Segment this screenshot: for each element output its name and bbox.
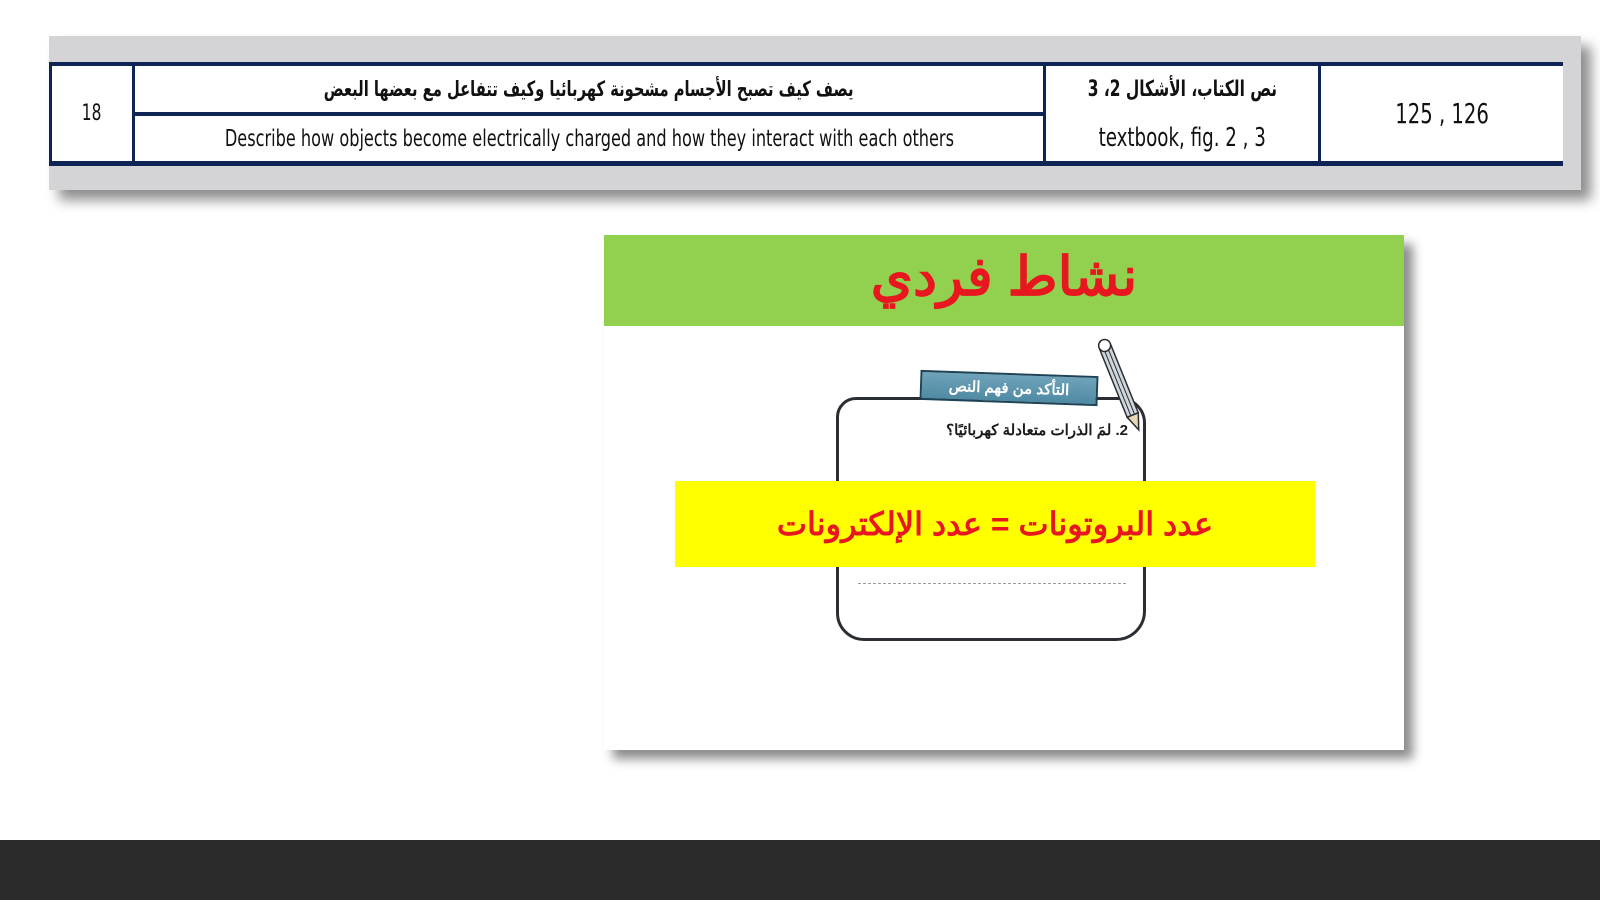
answer-highlight bbox=[675, 481, 1315, 567]
pages-value: 125 , 126 bbox=[1395, 97, 1489, 130]
lesson-number-cell bbox=[52, 66, 132, 161]
objective-arabic-cell bbox=[135, 66, 1043, 112]
question-text: 2. لمَ الذرات متعادلة كهربائيًا؟ bbox=[946, 422, 1128, 439]
answer-text: عدد البروتونات = عدد الإلكترونات bbox=[776, 506, 1214, 542]
pages-cell bbox=[1321, 66, 1563, 161]
activity-card-header bbox=[604, 235, 1404, 326]
lesson-number: 18 bbox=[82, 101, 102, 126]
objective-english: Describe how objects become electrically charged and how they interact with each others bbox=[224, 125, 954, 152]
reference-arabic-cell bbox=[1046, 66, 1318, 112]
reference-arabic: نص الكتاب، الأشكال 2، 3 bbox=[1087, 76, 1277, 102]
footer-bar bbox=[0, 840, 1600, 900]
section-banner: التأكد من فهم النص bbox=[920, 370, 1099, 406]
answer-line bbox=[858, 583, 1126, 584]
activity-title: نشاط فردي bbox=[870, 247, 1138, 307]
reference-english-cell bbox=[1046, 114, 1318, 161]
reference-english: textbook, fig. 2 , 3 bbox=[1098, 122, 1266, 153]
objectives-table bbox=[49, 36, 1581, 190]
objective-english-cell bbox=[135, 116, 1043, 161]
activity-card bbox=[604, 235, 1404, 750]
objectives-table-body bbox=[49, 62, 1563, 166]
objective-arabic: يصف كيف تصبح الأجسام مشحونة كهربائيا وكيف تتفاعل مع بعضها البعض bbox=[324, 77, 854, 101]
